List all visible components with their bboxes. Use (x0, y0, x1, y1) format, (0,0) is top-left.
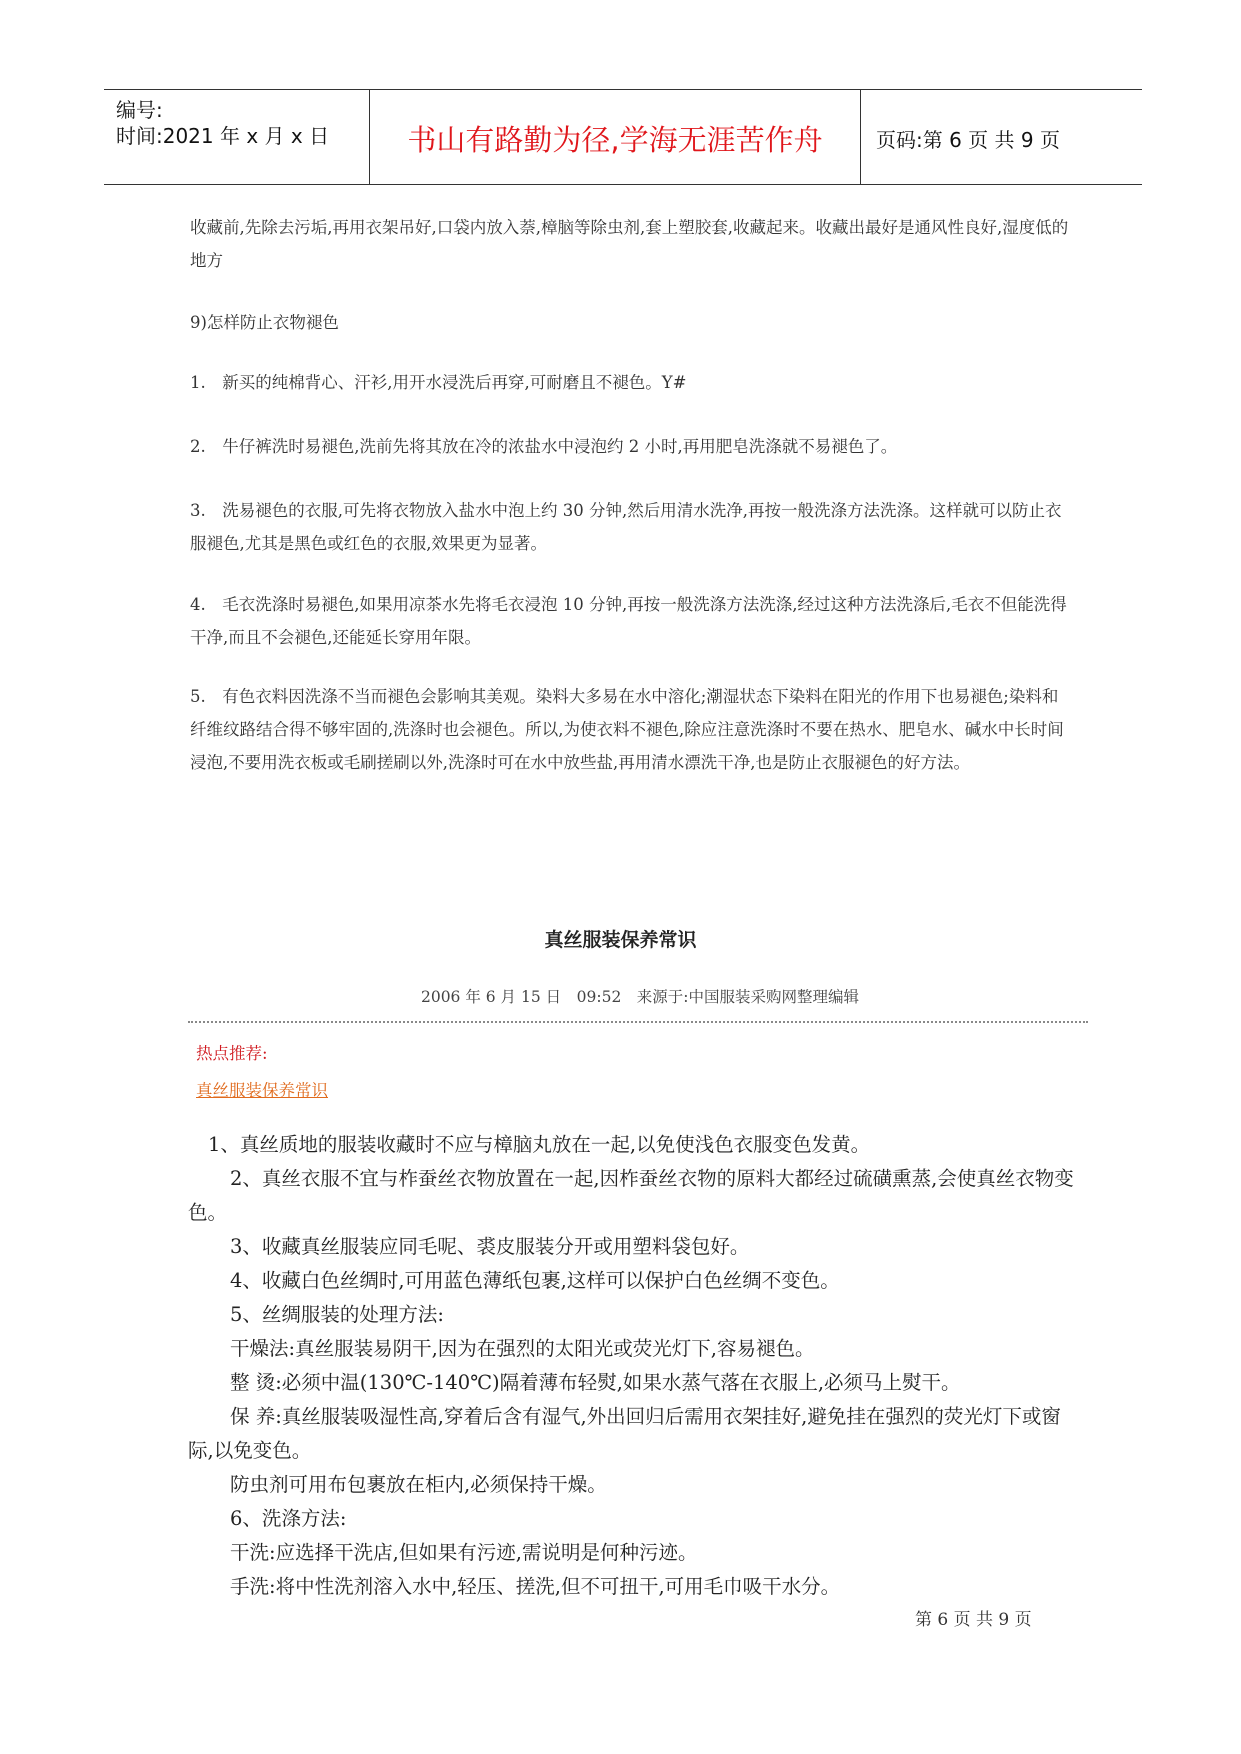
article-line: 防虫剂可用布包裹放在柜内,必须保持干燥。 (230, 1473, 607, 1496)
header-page-number: 页码:第 6 页 共 9 页 (876, 128, 1060, 152)
hot-recommend-label: 热点推荐: (196, 1044, 268, 1063)
article-line: 干洗:应选择干洗店,但如果有污迹,需说明是何种污迹。 (230, 1541, 698, 1564)
header-info-cell (104, 90, 369, 184)
hot-recommend-link[interactable]: 真丝服装保养常识 (196, 1081, 328, 1100)
document-number-label: 编号: (116, 98, 163, 122)
header-page-cell (860, 90, 1142, 184)
article-line: 干燥法:真丝服装易阴干,因为在强烈的太阳光或荧光灯下,容易褪色。 (230, 1337, 815, 1360)
article-line: 2、真丝衣服不宜与柞蚕丝衣物放置在一起,因柞蚕丝衣物的原料大都经过硫磺熏蒸,会使真丝衣物变色。 (188, 1167, 1074, 1224)
list-item: 5. 有色衣料因洗涤不当而褪色会影响其美观。染料大多易在水中溶化;潮湿状态下染料在阳光的作用下也易褪色;染料和纤维纹路结合得不够牢固的,洗涤时也会褪色。所以,为使衣料不褪色,除应注意洗涤时不要在热水、肥皂水、碱水中长时间浸泡,不要用洗衣板或毛刷搓刷以外,洗涤时可在水中放些盐,再用清水漂洗干净,也是防止衣服褪色的好方法。 (190, 687, 1064, 772)
list-item: 2. 牛仔裤洗时易褪色,洗前先将其放在冷的浓盐水中浸泡约 2 小时,再用肥皂洗涤就不易褪色了。 (190, 437, 898, 456)
article-line: 3、收藏真丝服装应同毛呢、裘皮服装分开或用塑料袋包好。 (230, 1235, 750, 1258)
article-line: 手洗:将中性洗剂溶入水中,轻压、搓洗,但不可扭干,可用毛巾吸干水分。 (230, 1575, 841, 1598)
article-line: 4、收藏白色丝绸时,可用蓝色薄纸包裹,这样可以保护白色丝绸不变色。 (230, 1269, 840, 1292)
storage-intro-paragraph: 收藏前,先除去污垢,再用衣架吊好,口袋内放入萘,樟脑等除虫剂,套上塑胶套,收藏起来。收藏出最好是通风性良好,湿度低的地方 (190, 218, 1069, 270)
article-title: 真丝服装保养常识 (544, 929, 697, 951)
header-motto: 书山有路勤为径,学海无涯苦作舟 (407, 123, 823, 157)
article-line: 6、洗涤方法: (230, 1507, 347, 1530)
article-line: 1、真丝质地的服装收藏时不应与樟脑丸放在一起,以免使浅色衣服变色发黄。 (208, 1133, 871, 1156)
section-heading-prevent-fading: 9)怎样防止衣物褪色 (190, 313, 339, 332)
list-item: 4. 毛衣洗涤时易褪色,如果用凉茶水先将毛衣浸泡 10 分钟,再按一般洗涤方法洗涤,经过这种方法洗涤后,毛衣不但能洗得干净,而且不会褪色,还能延长穿用年限。 (190, 595, 1067, 647)
article-meta: 2006 年 6 月 15 日 09:52 来源于:中国服装采购网整理编辑 (420, 988, 860, 1006)
header-motto-cell (369, 90, 861, 184)
document-time-label: 时间:2021 年 x 月 x 日 (116, 124, 330, 148)
list-item: 1. 新买的纯棉背心、汗衫,用开水浸洗后再穿,可耐磨且不褪色。Y# (190, 373, 687, 392)
article-line: 保 养:真丝服装吸湿性高,穿着后含有湿气,外出回归后需用衣架挂好,避免挂在强烈的荧光灯下或窗际,以免变色。 (188, 1405, 1061, 1462)
dotted-divider (188, 1021, 1088, 1023)
page-footer-number: 第 6 页 共 9 页 (915, 1610, 1032, 1630)
list-item: 3. 洗易褪色的衣服,可先将衣物放入盐水中泡上约 30 分钟,然后用清水洗净,再按一般洗涤方法洗涤。这样就可以防止衣服褪色,尤其是黑色或红色的衣服,效果更为显著。 (190, 501, 1062, 553)
page-header (104, 89, 1142, 185)
article-line: 5、丝绸服装的处理方法: (230, 1303, 444, 1326)
article-line: 整 烫:必须中温(130℃-140℃)隔着薄布轻熨,如果水蒸气落在衣服上,必须马上熨干。 (230, 1371, 961, 1394)
